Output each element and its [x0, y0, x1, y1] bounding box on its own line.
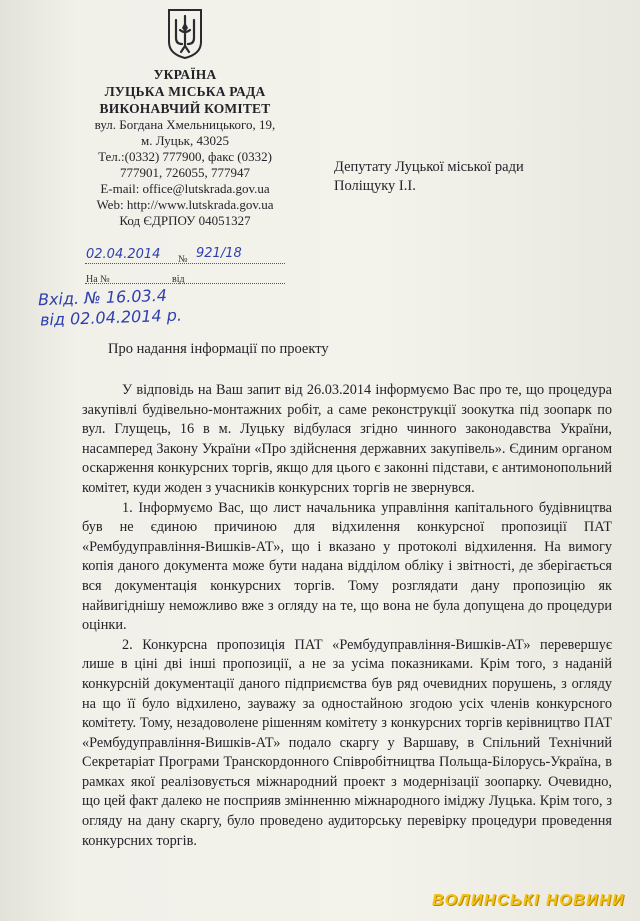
- letterhead: [60, 8, 310, 229]
- address-line: м. Луцьк, 43025: [141, 133, 229, 148]
- reg-number: 921/18: [196, 246, 242, 261]
- phone-line: 777901, 726055, 777947: [120, 165, 250, 180]
- letter-subject: Про надання інформації по проекту: [108, 341, 329, 357]
- address-line: вул. Богдана Хмельницького, 19,: [94, 117, 276, 132]
- addressee-title: Депутату Луцької міської ради: [334, 159, 524, 175]
- council-name: ЛУЦЬКА МІСЬКА РАДА: [104, 84, 266, 99]
- paragraph-point-2: 2. Конкурсна пропозиція ПАТ «Рембудуправління-Вишків-АТ» перевершує лише в ціні дві інші пропозиції, а не за усіма показниками. Крім того, з наданій конкурсній документації даного підприємства був ряд очевидних порушень, з огляду на що її було відхилено, зауважу за одностайною згодою усіх членів конкурсного комітету. Тому, незадоволене рішенням комітету з конкурсних торгів керівництво ПАТ «Рембудуправління-Вишків-АТ» подало скаргу у Варшаву, в Спільний Технічний Секретаріат Програми Транскордонного Співробітництва Польща-Білорусь-Україна, в рамках якої реалізовується міжнародний проект з модернізації зоопарку. Очевидно, що цей факт далеко не посприяв змінненню міжнародного іміджу Луцька. Крім того, з огляду на дану скаргу, було проведено аудиторську перевірку процедури проведення конкурсних торгів.: [82, 636, 612, 849]
- paragraph-intro: У відповідь на Ваш запит від 26.03.2014 інформуємо Вас про те, що процедура закупівлі будівельно-монтажних робіт, а саме реконструкції зоокутка під зоопарк по вул. Глущець, 16 в м. Луцьку відбулася згідно чинного законодавства України, насамперед Закону України «Про здійснення державних закупівель». Єдиним органом оскарження конкурсних торгів, якщо для цього є законні підстави, є антимонопольний комітет, куди жоден з учасників конкурсних торгів не звернувся.: [82, 382, 612, 496]
- ref-label-vid: від: [172, 274, 185, 285]
- incoming-stamp-line2: від 02.04.2014 р.: [39, 305, 183, 330]
- watermark-logo: ВОЛИНСЬКІ НОВИНИ: [432, 892, 626, 909]
- reg-date: 02.04.2014: [86, 247, 161, 262]
- reg-number-label: №: [178, 254, 188, 265]
- addressee-name: Поліщуку І.І.: [334, 178, 416, 194]
- country-name: УКРАЇНА: [153, 67, 217, 82]
- phone-line: Тел.:(0332) 777900, факс (0332): [98, 149, 272, 164]
- ref-label-na: На №: [86, 274, 110, 285]
- reg-line-incoming: [85, 283, 285, 284]
- letter-body: [82, 381, 612, 851]
- edrpou-code: Код ЄДРПОУ 04051327: [119, 213, 251, 228]
- web-line: Web: http://www.lutskrada.gov.ua: [96, 197, 274, 212]
- email-line: E-mail: office@lutskrada.gov.ua: [100, 181, 270, 196]
- paragraph-point-1: 1. Інформуємо Вас, що лист начальника управління капітального будівництва був не єдиною причиною для відхилення конкурсної пропозиції ПАТ «Рембудуправління-Вишків-АТ», що і вказано у протоколі відхилення. На вимогу копія даного документа може бути надана відділом обліку і звітності, де зберігається вся документація конкурсних торгів. Тому розглядати дану пропозицію як найвигіднішу неможливо вже з огляду на те, що вона не була допущена до процедури оцінки.: [82, 499, 612, 634]
- incoming-stamp-line1: Вхід. № 16.03.4: [37, 285, 168, 310]
- committee-name: ВИКОНАВЧИЙ КОМІТЕТ: [99, 101, 271, 116]
- coat-of-arms-trident-icon: [167, 8, 203, 60]
- addressee-block: [334, 158, 524, 196]
